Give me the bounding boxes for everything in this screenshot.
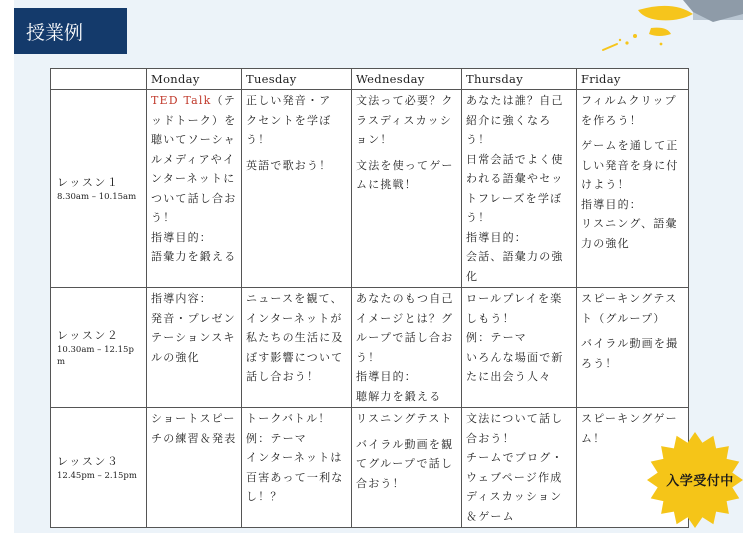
lesson-label-cell [51,288,147,408]
day-header: Thursday [462,69,577,90]
cell-line: ムに挑戦！ [356,178,417,191]
cell-line: 例：テーマ [246,431,307,445]
cell-line: 例：テーマ [466,331,527,344]
cell-line: 指導内容： [151,292,212,305]
cell-line: クセントを学ぼ [246,113,332,127]
lesson-name: レッスン２ [57,328,120,342]
cell-line: リスニングテスト [356,412,453,425]
cell-line: しもう！ [466,311,515,325]
cell-line: 日常会話でよく使 [466,152,564,166]
cell-line: インターネットは [246,451,343,464]
schedule-cell [242,288,352,408]
cell-line: リスニング、語彙 [581,217,678,230]
cell-line: TED Talk（テ [151,94,236,107]
cell-line: ＆ゲーム [466,509,515,523]
cell-line: てグループで話し [356,457,454,470]
lesson-row [51,90,689,288]
cell-line: を作ろう！ [581,113,642,127]
cell-line: トフレーズを学ぼ [466,191,563,205]
header-row [51,69,689,90]
cell-line: 合おう！ [466,431,515,445]
lesson-row [51,288,689,408]
cell-line: 指導目的： [466,230,527,244]
lesson-time: 12.45pm – 2.15pm [57,470,137,481]
schedule-cell [352,90,462,288]
cell-line: 会話、語彙力の強 [466,250,564,263]
cell-line: ョン！ [356,133,393,146]
header-photo-splash [543,0,743,62]
schedule-cell [462,288,577,408]
cell-line: インターネットが [246,311,343,325]
schedule-cell [242,408,352,528]
cell-line: あなたのもつ自己 [356,292,454,305]
day-header: Monday [147,69,242,90]
schedule-cell [352,288,462,408]
page-title: 授業例 [14,8,127,54]
cell-line: ム！ [581,431,606,445]
cell-line: ディスカッション [466,490,563,503]
cell-line: スピーキングテス [581,292,678,305]
cell-line: 指導目的： [581,197,642,211]
day-header: Tuesday [242,69,352,90]
cell-line: 合おう！ [356,476,405,490]
cell-line: ぼす影響について [246,350,344,364]
cell-line: う！ [246,133,271,146]
cell-line: う！ [466,211,491,224]
cell-line: スピーキングゲー [581,412,678,425]
cell-line: ッドトーク）を [151,113,237,127]
cell-line: ゲームを通して正 [581,139,679,152]
ted-talk-highlight: TED Talk [151,94,212,107]
schedule-cell [147,90,242,288]
cell-line: ショートスピー [151,412,236,425]
cell-line: テーションスキ [151,331,236,344]
cell-line: トークバトル！ [246,412,331,425]
cell-line: 指導目的： [356,370,417,383]
cell-line: フィルムクリップ [581,94,677,107]
lesson-time: 8.30am – 10.15am [57,191,137,202]
cell-line: ニュースを観て、 [246,292,343,305]
cell-line: 文法について話し [466,412,564,425]
cell-line: 英語で歌おう！ [246,158,332,172]
cell-line: たに出会う人々 [466,370,552,383]
cell-line: 文法を使ってゲー [356,158,454,172]
day-header: Friday [577,69,689,90]
cell-line: 話し合おう！ [246,370,320,383]
cell-line: う！ [466,133,491,146]
cell-line: けよう！ [581,178,630,191]
cell-line: ループで話し合お [356,331,454,344]
cell-line: し！？ [246,490,283,503]
cell-line: 百害あって一利な [246,470,344,484]
class-schedule-table [50,68,689,528]
cell-line: ンターネットに [151,172,236,185]
cell-line: 力の強化 [581,236,630,250]
schedule-cell [462,408,577,528]
cell-line: 聴いてソーシャ [151,133,236,146]
cell-line: いろんな場面で新 [466,350,564,364]
cell-line: あなたは誰？自己 [466,94,564,107]
cell-line: ロールプレイを楽 [466,292,563,305]
cell-line: イメージとは？グ [356,311,454,325]
cell-line: バイラル動画を撮 [581,337,679,350]
cell-line: チの練習＆発表 [151,431,237,445]
cell-line: 語彙力を鍛える [151,250,237,263]
cell-line: ルメディアやイ [151,152,236,166]
cell-line: ろう！ [581,356,618,370]
cell-line: しい発音を身に付 [581,158,679,172]
cell-line: ラスディスカッシ [356,113,453,127]
schedule-cell [577,90,689,288]
cell-line: 文法って必要？ク [356,94,454,107]
lesson-label-cell [51,90,147,288]
cell-line: われる語彙やセッ [466,172,564,185]
corner-cell [51,69,147,90]
schedule-cell [462,90,577,288]
cell-line: う！ [356,350,381,364]
schedule-cell [242,90,352,288]
cell-line: チームでブログ・ [466,451,564,464]
cell-line: う！ [151,211,176,224]
lesson-row [51,408,689,528]
schedule-cell [147,288,242,408]
cell-line: 私たちの生活に及 [246,331,344,344]
enrollment-badge: 入学受付中 [666,474,734,489]
day-header: Wednesday [352,69,462,90]
lesson-name: レッスン３ [57,454,120,468]
cell-line: 聴解力を鍛える [356,389,442,403]
cell-line: ついて話し合お [151,191,237,205]
lesson-name: レッスン１ [57,175,120,189]
cell-line: 正しい発音・ア [246,94,332,107]
lesson-label-cell [51,408,147,528]
cell-line: バイラル動画を観 [356,437,454,451]
cell-line: 指導目的： [151,230,212,244]
cell-line: ト（グループ） [581,311,666,325]
cell-line: 発音・プレゼン [151,311,236,325]
schedule-cell [577,288,689,408]
cell-line: ルの強化 [151,350,200,364]
schedule-cell [147,408,242,528]
lesson-time: 10.30am – 12.15pm [57,344,134,367]
cell-line: 紹介に強くなろ [466,113,552,127]
cell-line: 化 [466,269,479,283]
cell-line: ウェブページ作成 [466,470,563,484]
schedule-cell [352,408,462,528]
